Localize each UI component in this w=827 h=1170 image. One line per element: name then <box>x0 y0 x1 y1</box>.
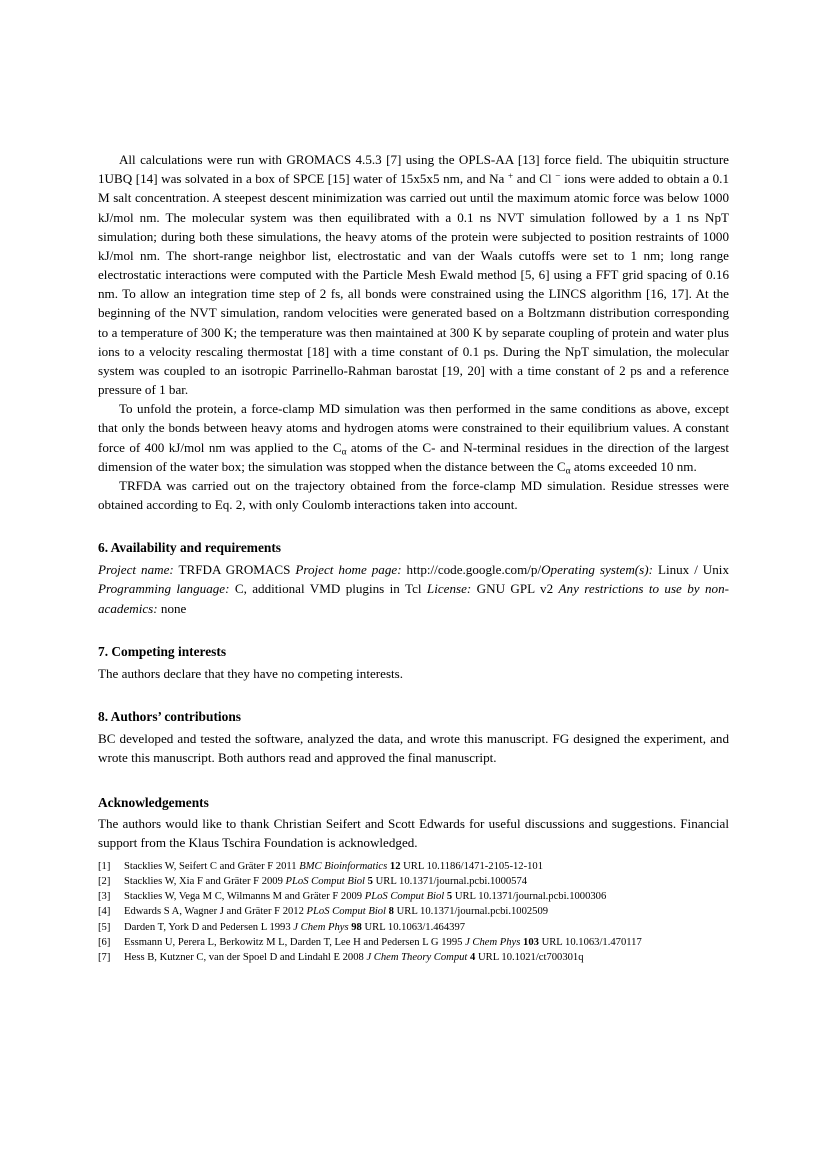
section-body-authors-contributions: BC developed and tested the software, analyzed the data, and wrote this manuscript. FG designed the experiment, and wrote this manuscript. Both authors read and approved the final manuscript. <box>98 730 729 766</box>
article-body <box>98 150 729 514</box>
section-body-acknowledgements: The authors would like to thank Christian Seifert and Scott Edwards for useful discussions and suggestions. Financial support from the Klaus Tschira Foundation is acknowledged. <box>98 816 729 851</box>
reference-item <box>98 921 729 935</box>
reference-text: Stacklies W, Vega M C, Wilmanns M and Gräter F 2009 PLoS Comput Biol 5 URL 10.1371/journal.pcbi.1000306 <box>124 891 607 903</box>
reference-text: Edwards S A, Wagner J and Gräter F 2012 PLoS Comput Biol 8 URL 10.1371/journal.pcbi.1002509 <box>124 906 549 918</box>
section-heading-authors-contributions: 8. Authors’ contributions <box>98 708 241 724</box>
reference-text: Stacklies W, Seifert C and Gräter F 2011 BMC Bioinformatics 12 URL 10.1186/1471-2105-12-101 <box>124 860 544 872</box>
reference-text: Darden T, York D and Pedersen L 1993 J Chem Phys 98 URL 10.1063/1.464397 <box>124 921 466 933</box>
reference-item <box>98 890 729 904</box>
reference-number: [3] <box>98 891 111 903</box>
paragraph-force-clamp: To unfold the protein, a force-clamp MD simulation was then performed in the same conditions as above, except that only the bonds between heavy atoms and hydrogen atoms were constrained to their equilibrium values. A constant force of 400 kJ/mol nm was applied to the $C_\alpha$ atoms of the C- and N-terminal residues in the direction of the largest dimension of the water box; the simulation was stopped when the distance between the $C_\alpha$ atoms exceeded 10 nm. <box>98 401 729 477</box>
section-body-availability: Project name: TRFDA GROMACS Project home page: http://code.google.com/p/Operating system(s): Linux / Unix Programming language: C, additional VMD plugins in Tcl License: GNU GPL v2 Any restrictions to use by non-academics: none <box>98 562 730 616</box>
reference-number: [5] <box>98 921 111 933</box>
paragraph-trfda: TRFDA was carried out on the trajectory obtained from the force-clamp MD simulation. Residue stresses were obtained according to Eq. 2, with only Coulomb interactions taken into account. <box>98 477 729 513</box>
section-body-competing-interests: The authors declare that they have no competing interests. <box>98 665 404 681</box>
reference-text: Hess B, Kutzner C, van der Spoel D and Lindahl E 2008 J Chem Theory Comput 4 URL 10.1021/ct700301q <box>124 952 584 964</box>
reference-text: Stacklies W, Xia F and Gräter F 2009 PLoS Comput Biol 5 URL 10.1371/journal.pcbi.1000574 <box>124 875 528 887</box>
reference-number: [1] <box>98 860 111 872</box>
reference-number: [4] <box>98 906 111 918</box>
reference-item <box>98 860 729 874</box>
section-heading-availability: 6. Availability and requirements <box>98 540 282 556</box>
reference-number: [7] <box>98 952 111 964</box>
reference-item <box>98 875 729 889</box>
reference-text: Essmann U, Perera L, Berkowitz M L, Darden T, Lee H and Pedersen L G 1995 J Chem Phys 103 URL 10.1063/1.470117 <box>124 936 642 948</box>
reference-item <box>98 951 729 965</box>
section-heading-acknowledgements: Acknowledgements <box>98 795 209 811</box>
reference-number: [2] <box>98 875 111 887</box>
reference-item <box>98 936 729 950</box>
reference-item <box>98 905 729 919</box>
reference-list <box>98 860 729 965</box>
paragraph-methods-md: All calculations were run with GROMACS 4.5.3 [7] using the OPLS-AA [13] force field. The ubiquitin structure 1UBQ [14] was solvated in a box of SPCE [15] water of 15x5x5 nm, and Na + and Cl − ions were added to obtain a 0.1 M salt concentration. A steepest descent minimization was carried out until the maximum atomic force was below 1000 kJ/mol nm. The molecular system was then equilibrated with a 0.1 ns NVT simulation followed by a 1 ns NpT simulation; during both these simulations, the heavy atoms of the protein were subjected to position restraints of 1000 kJ/mol nm. The short-range neighbor list, electrostatic and van der Waals cutoffs were set to 1 nm; long range electrostatic interactions were computed with the Particle Mesh Ewald method [5, 6] using a FFT grid spacing of 0.16 nm. To allow an integration time step of 2 fs, all bonds were constrained using the LINCS algorithm [16, 17]. At the beginning of the NVT simulation, random velocities were generated based on a Boltzmann distribution corresponding to a temperature of 300 K; the temperature was then maintained at 300 K by separate coupling of protein and water plus ions to a velocity rescaling thermostat [18] with a time constant of 0.1 ps. During the NpT simulation, the molecular system was coupled to an isotropic Parrinello-Rahman barostat [19, 20] with a time constant of 2 ps and a reference pressure of 1 bar. <box>98 152 729 398</box>
section-heading-competing-interests: 7. Competing interests <box>98 643 227 659</box>
reference-number: [6] <box>98 936 111 948</box>
